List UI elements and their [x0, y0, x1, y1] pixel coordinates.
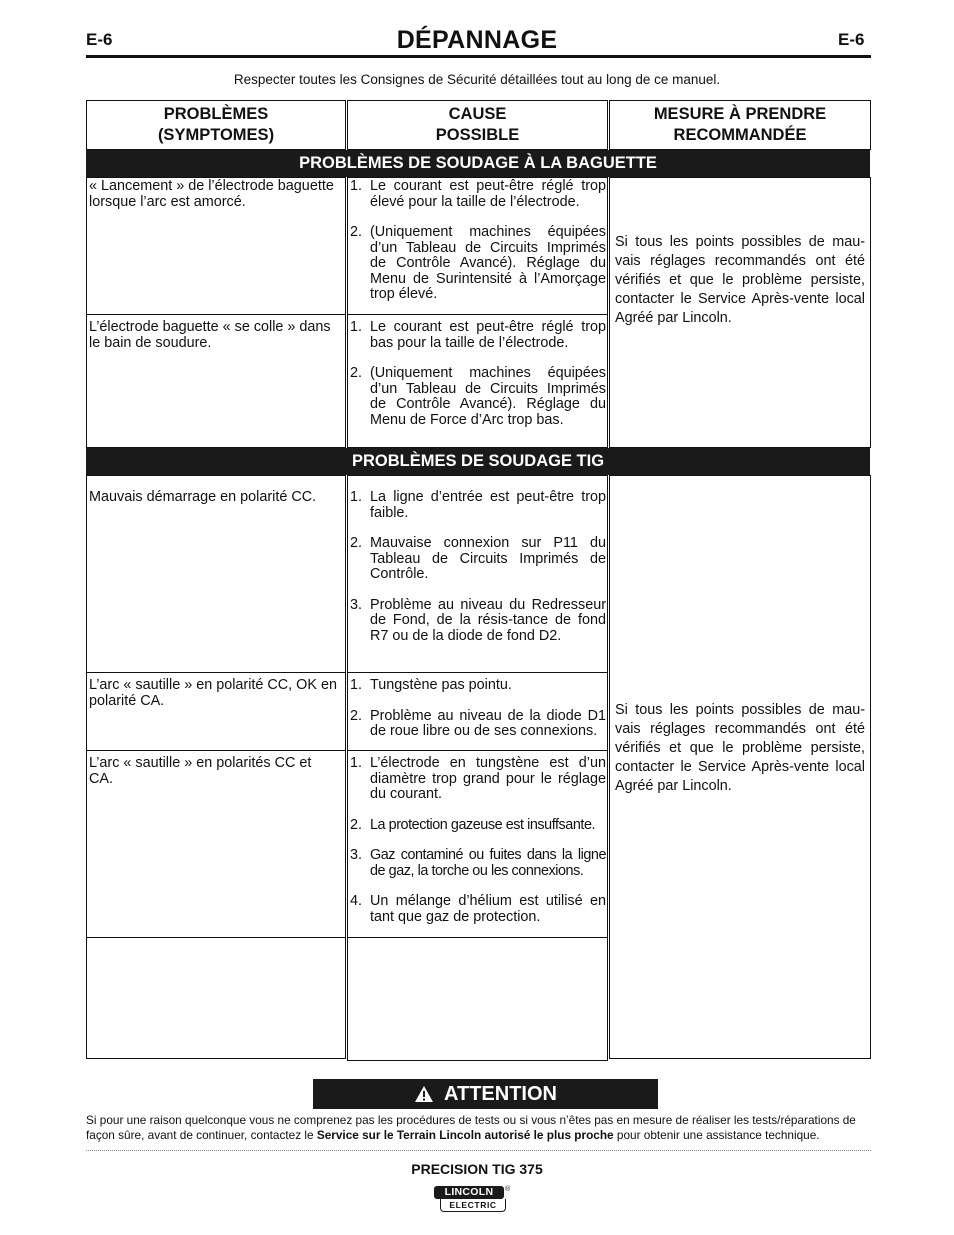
- cause-number: 2.: [350, 365, 363, 381]
- cause-item: [350, 598, 606, 645]
- cause-text: La protection gazeuse est insuffsante.: [370, 816, 596, 833]
- cause-list: [350, 320, 606, 428]
- cause-number: 1.: [350, 755, 363, 771]
- logo-top-band: LINCOLN: [434, 1186, 504, 1199]
- attention-text: [86, 1113, 871, 1143]
- footer-divider: [86, 1150, 871, 1151]
- cause-cell-empty: [347, 937, 608, 1061]
- cause-text: La ligne d’entrée est peut-être trop faible.: [370, 489, 606, 521]
- cause-text: Gaz contaminé ou fuites dans la ligne de gaz, la torche ou les connexions.: [370, 847, 606, 879]
- cause-number: 1.: [350, 677, 363, 693]
- problem-cell-empty: [86, 937, 346, 1059]
- cause-list: [350, 490, 606, 644]
- page-title: DÉPANNAGE: [396, 26, 558, 54]
- section-bar-tig: PROBLÈMES DE SOUDAGE TIG: [86, 448, 870, 475]
- cause-item: [350, 225, 606, 303]
- cause-text: (Uniquement machines équipées d’un Tableau de Circuits Imprimés de Contrôle Avancé). Réglage du Menu de Surintensité à l’Amorçage trop élevé.: [370, 224, 606, 302]
- header-rule: [86, 55, 871, 58]
- cause-text: L’électrode en tungstène est d’un diamètre trop grand pour le réglage du courant.: [370, 755, 606, 802]
- lincoln-electric-logo: [434, 1186, 510, 1214]
- problem-text: L’arc « sautille » en polarité CC, OK en polarité CA.: [89, 677, 337, 709]
- cause-text: Un mélange d’hélium est utilisé en tant que gaz de protection.: [370, 893, 606, 925]
- cause-number: 2.: [350, 535, 363, 551]
- attention-text-start: Si pour une raison quelconque vous ne comprenez pas les procédures de tests ou si vous n’êtes pas en mesure de réaliser les tests/réparations de façon sûre, avant de continuer, contactez le: [86, 1113, 856, 1142]
- attention-text-bold: Service sur le Terrain Lincoln autorisé le plus proche: [316, 1128, 614, 1142]
- cause-number: 4.: [350, 893, 363, 909]
- cause-item: [350, 709, 606, 740]
- cause-text: Problème au niveau du Redresseur de Fond, de la résis-tance de fond R7 ou de la diode de fond D2.: [370, 596, 606, 644]
- warning-icon: [414, 1085, 434, 1103]
- section-bar-stick: PROBLÈMES DE SOUDAGE À LA BAGUETTE: [86, 150, 870, 177]
- model-name: PRECISION TIG 375: [411, 1161, 543, 1177]
- attention-label: ATTENTION: [444, 1082, 557, 1105]
- cause-list: [350, 678, 606, 740]
- cause-text: Mauvaise connexion sur P11 du Tableau de Circuits Imprimés de Contrôle.: [370, 535, 606, 582]
- recommendation-text: Si tous les points possibles de mau-vais réglages recommandés ont été vérifiés et que le problème persiste, contacter le Service Après-vente local Agréé par Lincoln.: [615, 702, 865, 794]
- cause-number: 1.: [350, 489, 363, 505]
- page-number-right: E-6: [838, 30, 865, 49]
- column-header-action: [609, 100, 871, 150]
- problem-text: « Lancement » de l’électrode baguette lorsque l’arc est amorcé.: [89, 178, 334, 210]
- cause-text: (Uniquement machines équipées d’un Tableau de Circuits Imprimés de Contrôle Avancé). Réglage du Menu de Force d’Arc trop bas.: [370, 365, 606, 428]
- cause-item: [350, 536, 606, 583]
- column-header-action-label: MESURE À PRENDRE RECOMMANDÉE: [653, 105, 827, 144]
- cause-item: [350, 320, 606, 351]
- column-header-cause-label: CAUSE POSSIBLE: [435, 105, 520, 144]
- cause-item: [350, 366, 606, 428]
- cause-list: [350, 756, 606, 925]
- cause-text: Problème au niveau de la diode D1 de roue libre ou de ses connexions.: [370, 707, 606, 739]
- cause-text: Le courant est peut-être réglé trop élevé pour la taille de l’électrode.: [370, 178, 606, 210]
- attention-text-end: pour obtenir une assistance technique.: [613, 1128, 820, 1142]
- cause-number: 2.: [350, 816, 363, 833]
- cause-text: Le courant est peut-être réglé trop bas pour la taille de l’électrode.: [370, 319, 606, 351]
- cause-item: [350, 848, 606, 879]
- cause-item: [350, 490, 606, 521]
- cause-item: [350, 678, 606, 694]
- recommendation-text: Si tous les points possibles de mau-vais réglages recommandés ont été vérifiés et que le problème persiste, contacter le Service Après-vente local Agréé par Lincoln.: [615, 234, 865, 326]
- cause-item: [350, 894, 606, 925]
- problem-text: L’électrode baguette « se colle » dans le bain de soudure.: [89, 319, 331, 351]
- safety-notice: Respecter toutes les Consignes de Sécurité détaillées tout au long de ce manuel.: [233, 72, 721, 87]
- cause-text: Tungstène pas pointu.: [370, 677, 512, 693]
- logo-bottom-band: ELECTRIC: [440, 1199, 506, 1212]
- cause-number: 1.: [350, 178, 363, 194]
- column-header-problems-label: PROBLÈMES (SYMPTOMES): [157, 105, 275, 144]
- cause-number: 3.: [350, 596, 363, 613]
- problem-text: L’arc « sautille » en polarités CC et CA.: [89, 755, 312, 787]
- column-header-problems: [86, 100, 346, 150]
- page-number-left: E-6: [86, 30, 113, 49]
- cause-item: [350, 179, 606, 210]
- column-header-cause: [347, 100, 608, 150]
- cause-number: 1.: [350, 319, 363, 335]
- cause-item: [350, 818, 606, 834]
- problem-text: Mauvais démarrage en polarité CC.: [89, 489, 317, 505]
- cause-number: 2.: [350, 707, 363, 724]
- registered-mark: ®: [505, 1186, 511, 1193]
- cause-list: [350, 179, 606, 303]
- cause-number: 2.: [350, 224, 363, 240]
- attention-banner: [313, 1079, 658, 1109]
- cause-number: 3.: [350, 847, 363, 863]
- cause-item: [350, 756, 606, 803]
